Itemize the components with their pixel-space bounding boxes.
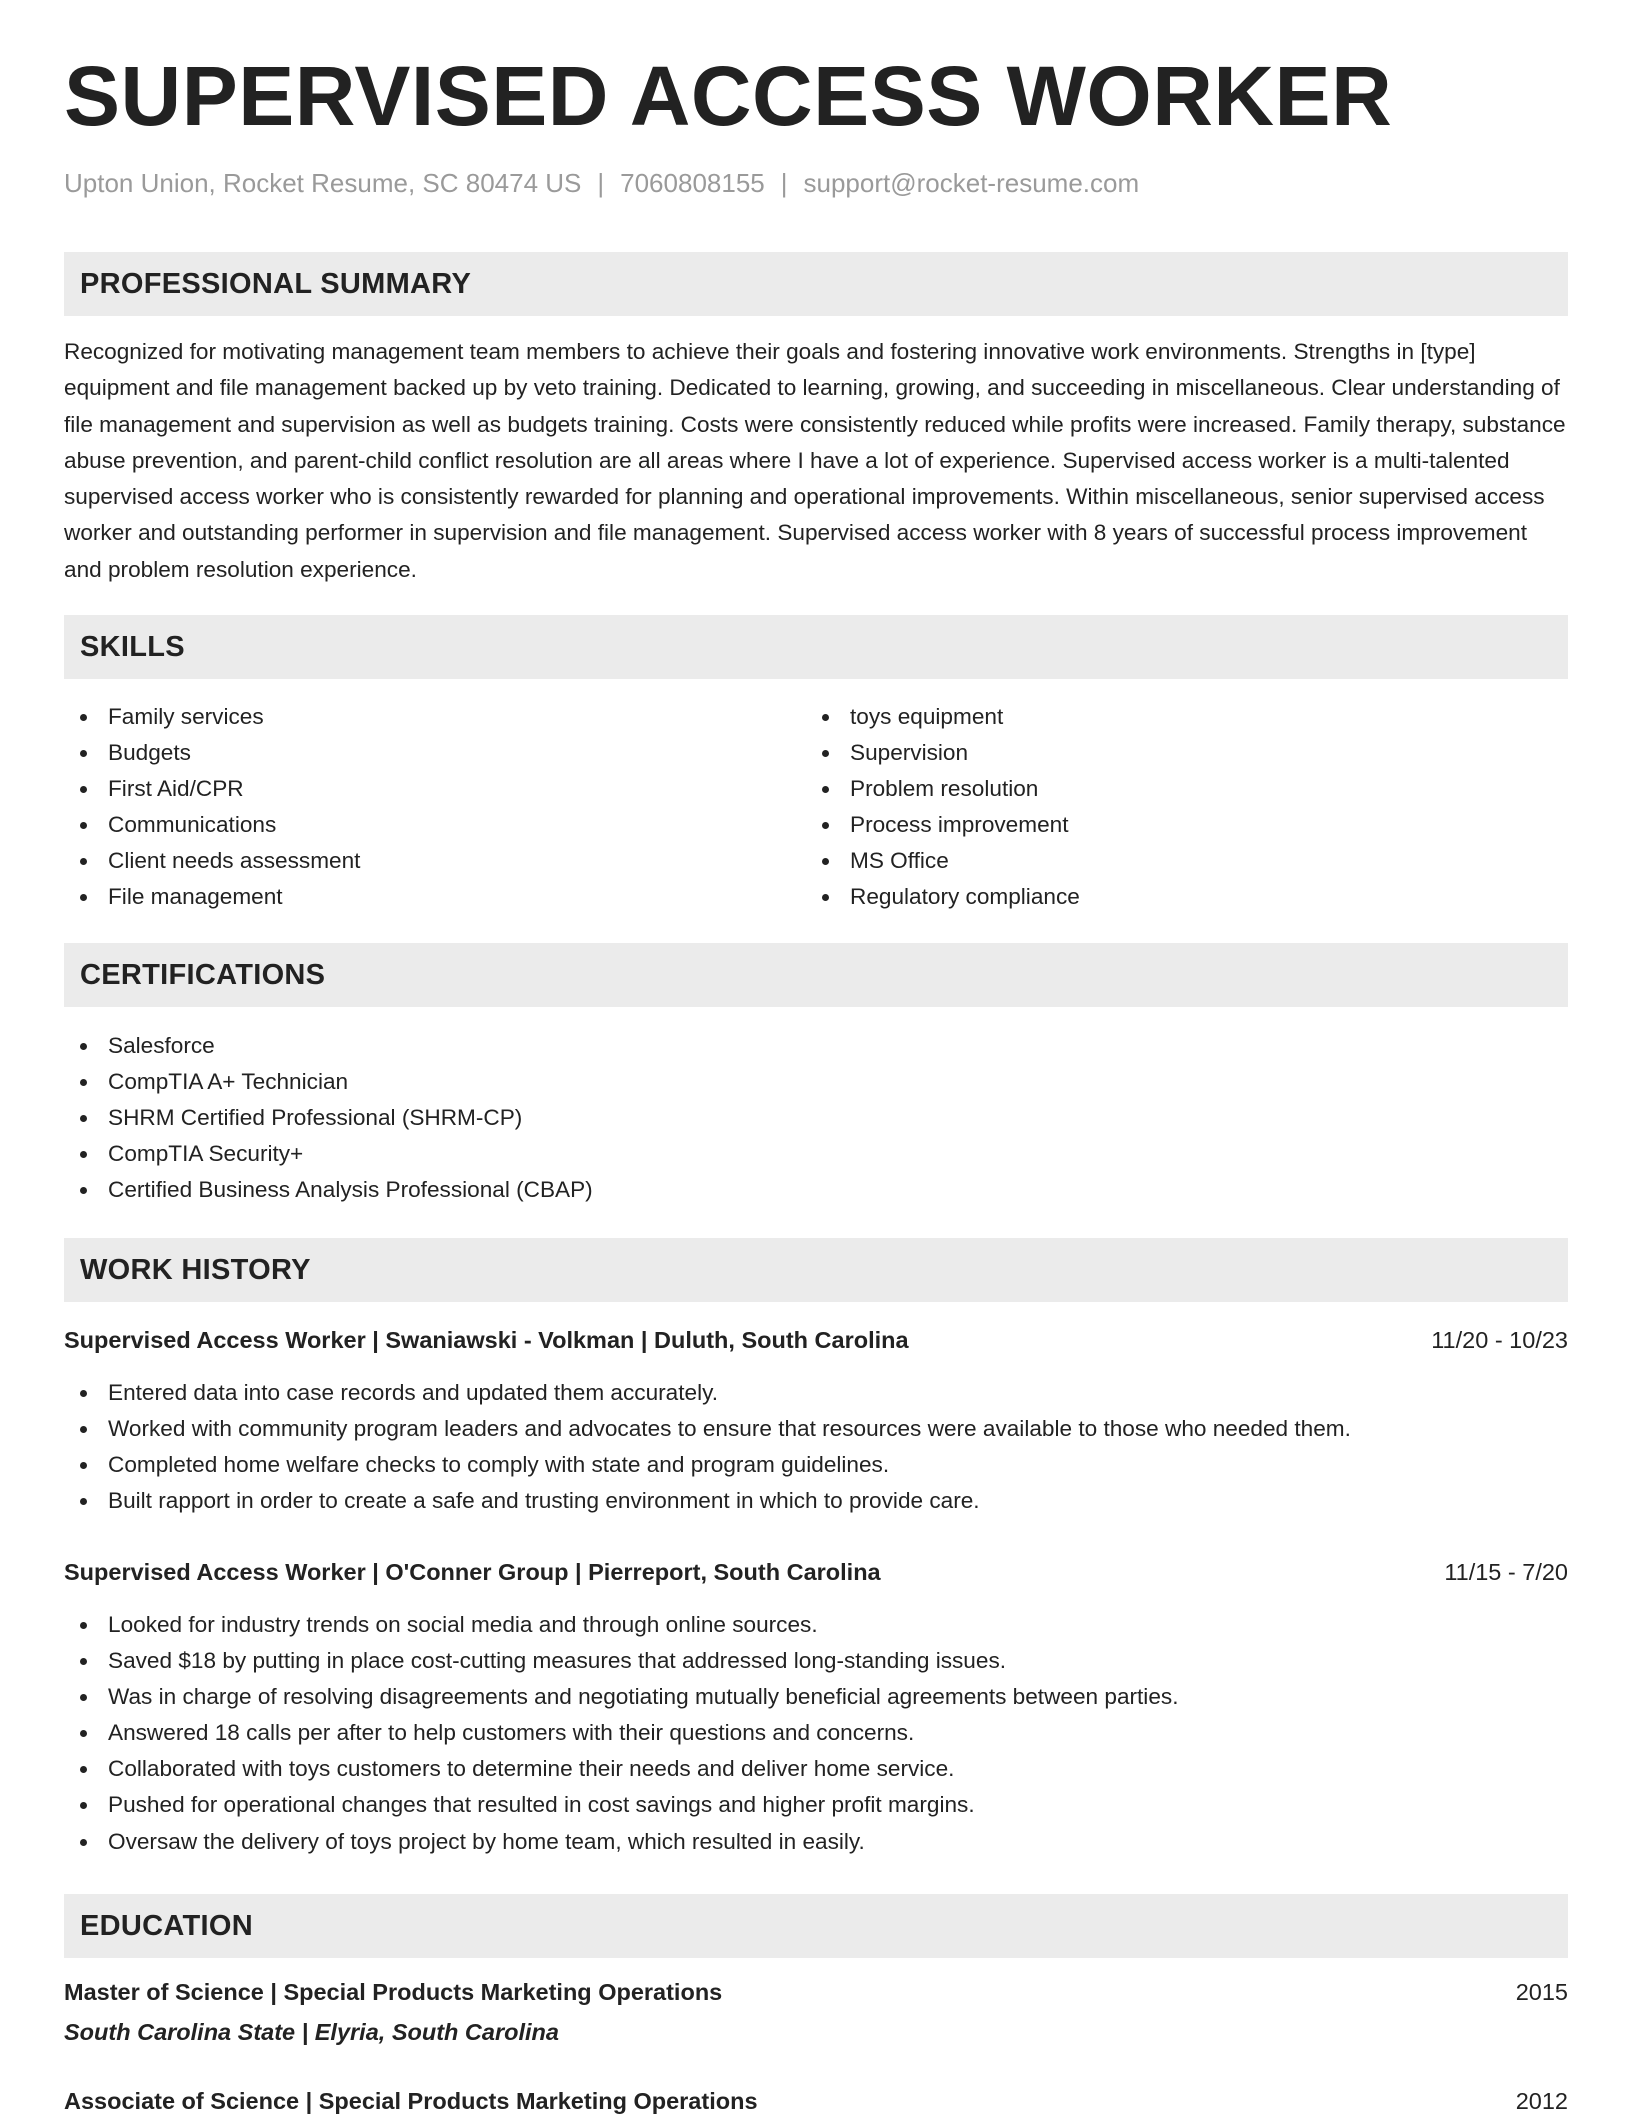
contact-phone: 7060808155 xyxy=(620,168,765,198)
certifications-list xyxy=(64,1028,593,1208)
skill-item: Problem resolution xyxy=(806,771,1080,807)
contact-separator: | xyxy=(780,168,788,198)
skill-item: Budgets xyxy=(64,735,360,771)
certification-item: CompTIA A+ Technician xyxy=(64,1064,593,1100)
candidate-name: SUPERVISED ACCESS WORKER xyxy=(64,49,1393,143)
job-header xyxy=(64,1325,1568,1355)
job-bullet: Built rapport in order to create a safe and trusting environment in which to provide care. xyxy=(64,1483,1351,1519)
education-entry-header xyxy=(64,1977,1568,2007)
summary-heading: PROFESSIONAL SUMMARY xyxy=(80,267,472,300)
job-bullet: Answered 18 calls per after to help customers with their questions and concerns. xyxy=(64,1715,1178,1751)
skill-item: MS Office xyxy=(806,843,1080,879)
job-bullet: Pushed for operational changes that resulted in cost savings and higher profit margins. xyxy=(64,1787,1178,1823)
job-bullets xyxy=(64,1375,1351,1519)
skills-list-right xyxy=(806,699,1080,916)
job-bullet: Entered data into case records and updated them accurately. xyxy=(64,1375,1351,1411)
job-bullet: Oversaw the delivery of toys project by home team, which resulted in easily. xyxy=(64,1824,1178,1860)
skill-item: Supervision xyxy=(806,735,1080,771)
education-school: South Carolina State | Elyria, South Carolina xyxy=(64,2019,559,2045)
education-year: 2012 xyxy=(1515,2088,1568,2114)
summary-text: Recognized for motivating management team members to achieve their goals and fostering innovative work environments. Strengths in [type] equipment and file management backed up by veto training. Dedicated to learning, growing, and succeeding in miscellaneous. Clear understanding of file management and supervision as well as budgets training. Costs were consistently reduced while profits were increased. Family therapy, substance abuse prevention, and parent-child conflict resolution are all areas where I have a lot of experience. Supervised access worker is a multi-talented supervised access worker who is consistently rewarded for planning and operational improvements. Within miscellaneous, senior supervised access worker and outstanding performer in supervision and file management. Supervised access worker with 8 years of successful process improvement and problem resolution experience. xyxy=(64,339,1566,582)
job-bullet: Was in charge of resolving disagreements and negotiating mutually beneficial agreements between parties. xyxy=(64,1679,1178,1715)
skill-item: Communications xyxy=(64,807,360,843)
skill-item: toys equipment xyxy=(806,699,1080,735)
skill-item: Family services xyxy=(64,699,360,735)
certification-item: Certified Business Analysis Professional (CBAP) xyxy=(64,1172,593,1208)
education-heading: EDUCATION xyxy=(80,1909,253,1942)
certifications-heading: CERTIFICATIONS xyxy=(80,958,326,991)
skills-list-left xyxy=(64,699,360,916)
job-title: Supervised Access Worker | O'Conner Group | Pierreport, South Carolina xyxy=(64,1559,881,1585)
job-bullet: Looked for industry trends on social media and through online sources. xyxy=(64,1607,1178,1643)
contact-email[interactable]: support@rocket-resume.com xyxy=(803,168,1140,198)
certifications-section-header xyxy=(64,943,1568,1007)
job-header xyxy=(64,1557,1568,1587)
skill-item: Regulatory compliance xyxy=(806,879,1080,915)
education-year: 2015 xyxy=(1515,1979,1568,2005)
job-dates: 11/20 - 10/23 xyxy=(1431,1327,1568,1353)
skills-section-header xyxy=(64,615,1568,679)
job-bullets xyxy=(64,1607,1178,1860)
skill-item: File management xyxy=(64,879,360,915)
work-section-header xyxy=(64,1238,1568,1302)
skill-item: First Aid/CPR xyxy=(64,771,360,807)
skills-heading: SKILLS xyxy=(80,630,185,663)
certification-item: Salesforce xyxy=(64,1028,593,1064)
job-title: Supervised Access Worker | Swaniawski - Volkman | Duluth, South Carolina xyxy=(64,1327,909,1353)
job-bullet: Worked with community program leaders and advocates to ensure that resources were available to those who needed them. xyxy=(64,1411,1351,1447)
skill-item: Client needs assessment xyxy=(64,843,360,879)
contact-address: Upton Union, Rocket Resume, SC 80474 US xyxy=(64,168,582,198)
certification-item: CompTIA Security+ xyxy=(64,1136,593,1172)
summary-section-header xyxy=(64,252,1568,316)
work-heading: WORK HISTORY xyxy=(80,1253,311,1286)
job-bullet: Collaborated with toys customers to determine their needs and deliver home service. xyxy=(64,1751,1178,1787)
contact-line xyxy=(64,168,1139,199)
education-degree: Master of Science | Special Products Marketing Operations xyxy=(64,1979,723,2005)
job-bullet: Completed home welfare checks to comply with state and program guidelines. xyxy=(64,1447,1351,1483)
certification-item: SHRM Certified Professional (SHRM-CP) xyxy=(64,1100,593,1136)
education-section-header xyxy=(64,1894,1568,1958)
skill-item: Process improvement xyxy=(806,807,1080,843)
contact-separator: | xyxy=(597,168,605,198)
job-dates: 11/15 - 7/20 xyxy=(1444,1559,1568,1585)
job-bullet: Saved $18 by putting in place cost-cutting measures that addressed long-standing issues. xyxy=(64,1643,1178,1679)
education-degree: Associate of Science | Special Products Marketing Operations xyxy=(64,2088,758,2114)
